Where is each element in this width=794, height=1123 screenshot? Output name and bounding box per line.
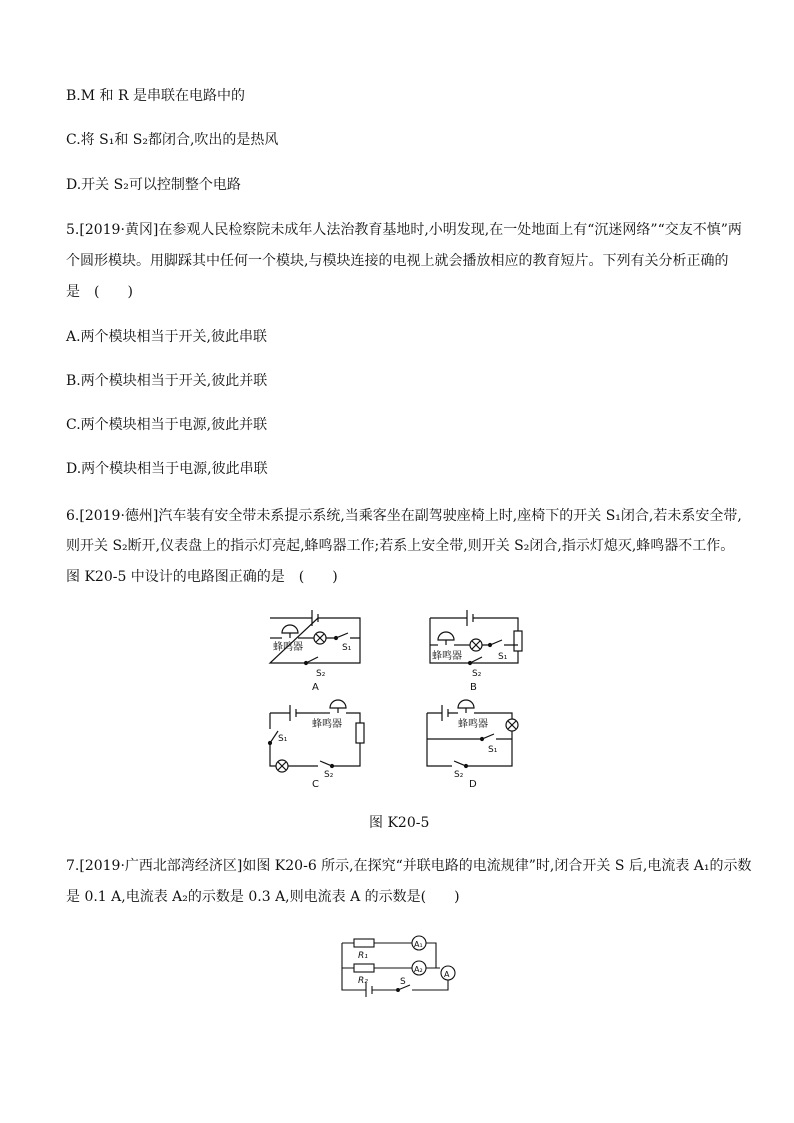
q5-option-d: D.两个模块相当于电源,彼此串联 [66, 461, 268, 477]
b-buzzer-label: 蜂鸣器 [432, 651, 462, 662]
q5-option-a: A.两个模块相当于开关,彼此串联 [66, 329, 268, 345]
q4-option-d: D.开关 S₂可以控制整个电路 [66, 177, 241, 193]
r2-label: R₂ [358, 976, 368, 986]
circuit-b-label: B [470, 682, 477, 693]
c-s1-label: S₁ [278, 734, 288, 744]
q5-option-c: C.两个模块相当于电源,彼此并联 [66, 417, 268, 433]
b-s1-label: S₁ [498, 652, 508, 662]
q6-stem-line1: 6.[2019·德州]汽车装有安全带未系提示系统,当乘客坐在副驾驶座椅上时,座椅下的开关 S₁闭合,若未系安全带, [66, 508, 742, 524]
d-s2-label: S₂ [454, 770, 464, 780]
c-buzzer-label: 蜂鸣器 [312, 719, 342, 730]
a-s2-label: S₂ [316, 669, 326, 679]
circuit-d [427, 700, 518, 768]
circuit-a-label: A [312, 682, 319, 693]
circuit-d-label: D [469, 779, 477, 790]
switch-s-label: S [400, 977, 406, 987]
figure-k20-5-caption: 图 K20-5 [369, 815, 430, 831]
q7-stem-line1: 7.[2019·广西北部湾经济区]如图 K20-6 所示,在探究“并联电路的电流规律”时,闭合开关 S 后,电流表 A₁的示数 [66, 858, 752, 874]
ammeter-a2-label: A₂ [414, 965, 423, 974]
q7-stem-line2: 是 0.1 A,电流表 A₂的示数是 0.3 A,则电流表 A 的示数是( ) [66, 889, 460, 905]
q4-option-b: B.M 和 R 是串联在电路中的 [66, 88, 245, 104]
a-s1-label: S₁ [342, 643, 352, 653]
c-s2-label: S₂ [324, 770, 334, 780]
d-buzzer-label: 蜂鸣器 [458, 719, 488, 730]
q6-stem-line2: 则开关 S₂断开,仪表盘上的指示灯亮起,蜂鸣器工作;若系上安全带,则开关 S₂闭合,指示灯熄灭,蜂鸣器不工作。 [66, 538, 735, 554]
q5-stem-line1: 5.[2019·黄冈]在参观人民检察院未成年人法治教育基地时,小明发现,在一处地面上有“沉迷网络”“交友不慎”两 [66, 222, 742, 238]
circuit-figure-k20-5 [262, 603, 542, 793]
circuit-c-label: C [312, 779, 319, 790]
q6-stem-line3: 图 K20-5 中设计的电路图正确的是 ( ) [66, 569, 338, 585]
b-s2-label: S₂ [472, 669, 482, 679]
q5-stem-line3: 是 ( ) [66, 284, 133, 300]
circuit-a [270, 610, 360, 665]
r1-label: R₁ [358, 951, 368, 961]
ammeter-a1-label: A₁ [414, 940, 423, 949]
d-s1-label: S₁ [488, 745, 498, 755]
q4-option-c: C.将 S₁和 S₂都闭合,吹出的是热风 [66, 132, 279, 148]
ammeter-a-label: A [444, 970, 450, 979]
q5-option-b: B.两个模块相当于开关,彼此并联 [66, 373, 268, 389]
a-buzzer-label: 蜂鸣器 [273, 642, 303, 653]
circuit-figure-k20-6 [336, 930, 460, 1000]
q5-stem-line2: 个圆形模块。用脚踩其中任何一个模块,与模块连接的电视上就会播放相应的教育短片。下列有关分析正确的 [66, 253, 729, 269]
